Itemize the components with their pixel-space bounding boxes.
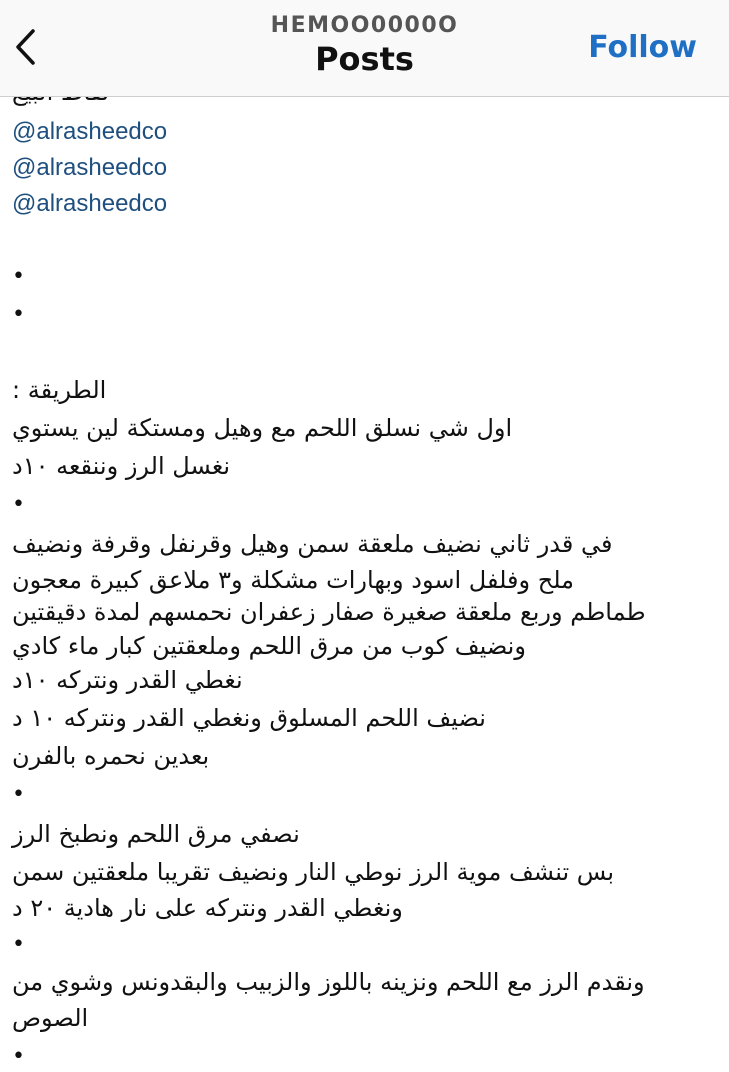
bullet-dot: • (12, 782, 25, 807)
caption-line: بعدين نحمره بالفرن (12, 742, 210, 770)
bullet-dot: • (12, 264, 25, 289)
mention-link[interactable]: @alrasheedco (12, 118, 168, 145)
method-heading: الطريقة : (12, 376, 107, 404)
caption-line: اول شي نسلق اللحم مع وهيل ومستكة لين يستوي (12, 414, 513, 442)
bullet-dot: • (12, 302, 25, 327)
caption-line: بس تنشف موية الرز نوطي النار ونضيف تقريبا ملعقتين سمن (12, 858, 615, 886)
caption-line: ونغطي القدر ونتركه على نار هادية ٢٠ د (12, 894, 403, 922)
caption-line: ونقدم الرز مع اللحم ونزينه باللوز والزبيب والبقدونس وشوي من (12, 968, 645, 996)
mention-link[interactable]: @alrasheedco (12, 190, 168, 217)
top-nav-bar (0, 0, 729, 97)
caption-line: الصوص (12, 1004, 89, 1032)
caption-line: في قدر ثاني نضيف ملعقة سمن وهيل وقرنفل وقرفة ونضيف (12, 530, 613, 558)
caption-line: ونضيف كوب من مرق اللحم وملعقتين كبار ماء كادي (12, 632, 526, 660)
post-caption (0, 96, 729, 1072)
bullet-dot: • (12, 1044, 25, 1069)
bullet-dot: • (12, 492, 25, 517)
caption-line: طماطم وربع ملعقة صغيرة صفار زعفران نحمسهم لمدة دقيقتين (12, 598, 646, 626)
caption-line: نصفي مرق اللحم ونطبخ الرز (12, 820, 300, 848)
caption-line: نضيف اللحم المسلوق ونغطي القدر ونتركه ١٠ د (12, 704, 486, 732)
caption-line: نغطي القدر ونتركه ١٠د (12, 666, 243, 694)
follow-button[interactable]: Follow (588, 30, 697, 65)
profile-username: HEMOO0000O (270, 13, 459, 38)
bullet-dot: • (12, 932, 25, 957)
page-title: Posts (315, 40, 414, 78)
caption-line: ملح وفلفل اسود وبهارات مشكلة و٣ ملاعق كبيرة معجون (12, 566, 575, 594)
mention-link[interactable]: @alrasheedco (12, 154, 168, 181)
caption-line: نغسل الرز وننقعه ١٠د (12, 452, 231, 480)
